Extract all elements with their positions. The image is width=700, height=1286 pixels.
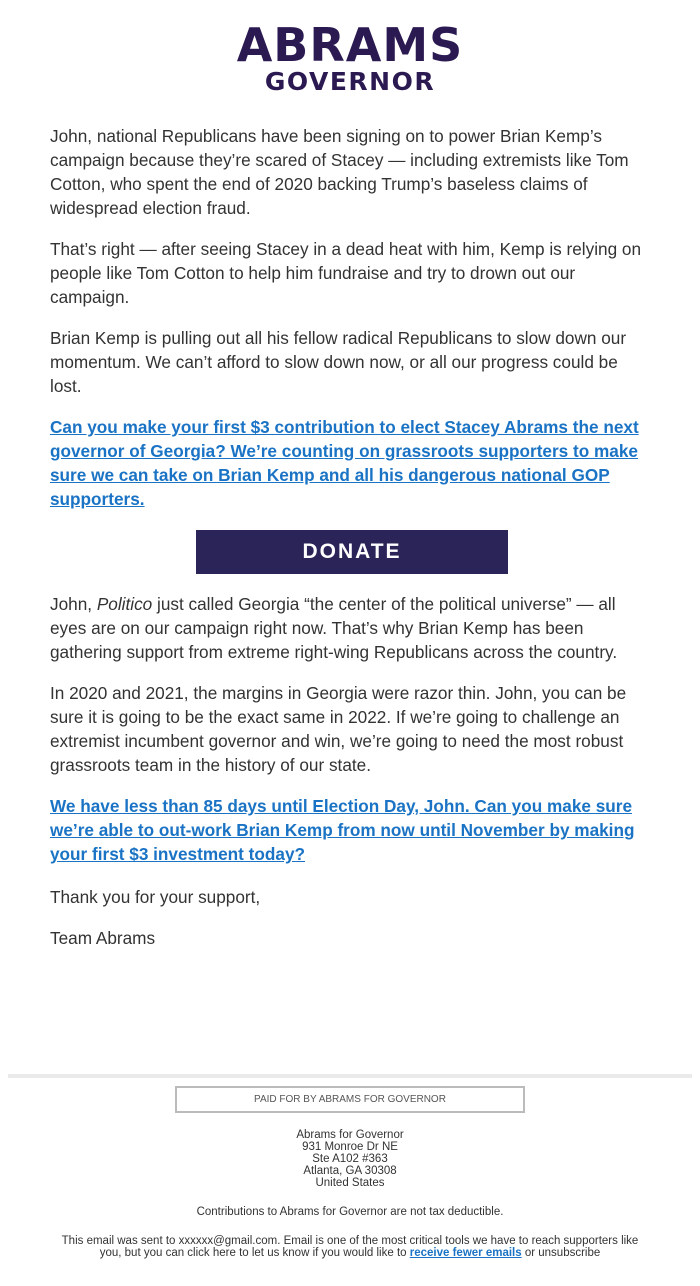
address-country: United States [315, 1177, 385, 1189]
logo-main-text: ABRAMS [236, 18, 464, 72]
legal-notice [50, 1235, 650, 1259]
cta-paragraph-1 [50, 415, 654, 511]
paid-for-box: PAID FOR BY ABRAMS FOR GOVERNOR [175, 1086, 525, 1113]
thanks-line: Thank you for your support, [50, 887, 261, 907]
email-body [50, 124, 654, 967]
legal-text: This email was sent to xxxxxx@gmail.com. Email is one of the most critical tools we have to reach supporters like you, but you can click here to let us know if you would like to [61, 1235, 639, 1259]
cta-paragraph-2 [50, 794, 654, 866]
footer-divider [8, 1074, 692, 1078]
paragraph-4-rest: just called Georgia “the center of the political universe” — all eyes are on our campaign right now. That’s why Brian Kemp has been gathering support from extreme right-wing Republicans across the country. [50, 594, 618, 662]
legal-or: or [521, 1247, 539, 1259]
paragraph-2: That’s right — after seeing Stacey in a dead heat with him, Kemp is relying on people like Tom Cotton to help him fundraise and try to drown out our campaign. [50, 239, 642, 307]
unsubscribe-link[interactable]: unsubscribe [538, 1247, 601, 1259]
logo[interactable] [0, 18, 700, 96]
address-street: 931 Monroe Dr NE [302, 1141, 398, 1153]
paragraph-4-start: John, [50, 594, 97, 614]
paragraph-1: John, national Republicans have been signing on to power Brian Kemp’s campaign because they’re scared of Stacey — including extremists like Tom Cotton, who spent the end of 2020 backing Trump’s baseless claims of widespread election fraud. [50, 126, 629, 218]
signoff: Team Abrams [50, 928, 156, 948]
mailing-address [0, 1129, 700, 1189]
paragraph-4 [50, 592, 654, 664]
address-city: Atlanta, GA 30308 [303, 1165, 397, 1177]
address-org: Abrams for Governor [296, 1129, 404, 1141]
cta-link-contribute[interactable]: Can you make your first $3 contribution to elect Stacey Abrams the next governor of Georgia? We’re counting on grassroots supporters to make sure we can take on Brian Kemp and all his dangerous national GOP supporters. [50, 417, 639, 509]
donate-wrap [50, 530, 654, 574]
paragraph-5: In 2020 and 2021, the margins in Georgia were razor thin. John, you can be sure it is going to be the exact same in 2022. If we’re going to challenge an extremist incumbent governor and win, we’re going to need the most robust grassroots team in the history of our state. [50, 683, 627, 775]
tax-disclaimer: Contributions to Abrams for Governor are not tax deductible. [196, 1206, 504, 1218]
fewer-emails-link[interactable]: receive fewer emails [409, 1247, 522, 1259]
donate-button[interactable]: DONATE [196, 530, 508, 574]
politico-italic: Politico [96, 594, 153, 614]
cta-link-invest[interactable]: We have less than 85 days until Election Day, John. Can you make sure we’re able to out-work Brian Kemp from now until November by making your first $3 investment today? [50, 796, 635, 864]
logo-sub-text: GOVERNOR [264, 67, 436, 96]
address-suite: Ste A102 #363 [312, 1153, 388, 1165]
paragraph-3: Brian Kemp is pulling out all his fellow radical Republicans to slow down our momentum. We can’t afford to slow down now, or all our progress could be lost. [50, 328, 627, 396]
